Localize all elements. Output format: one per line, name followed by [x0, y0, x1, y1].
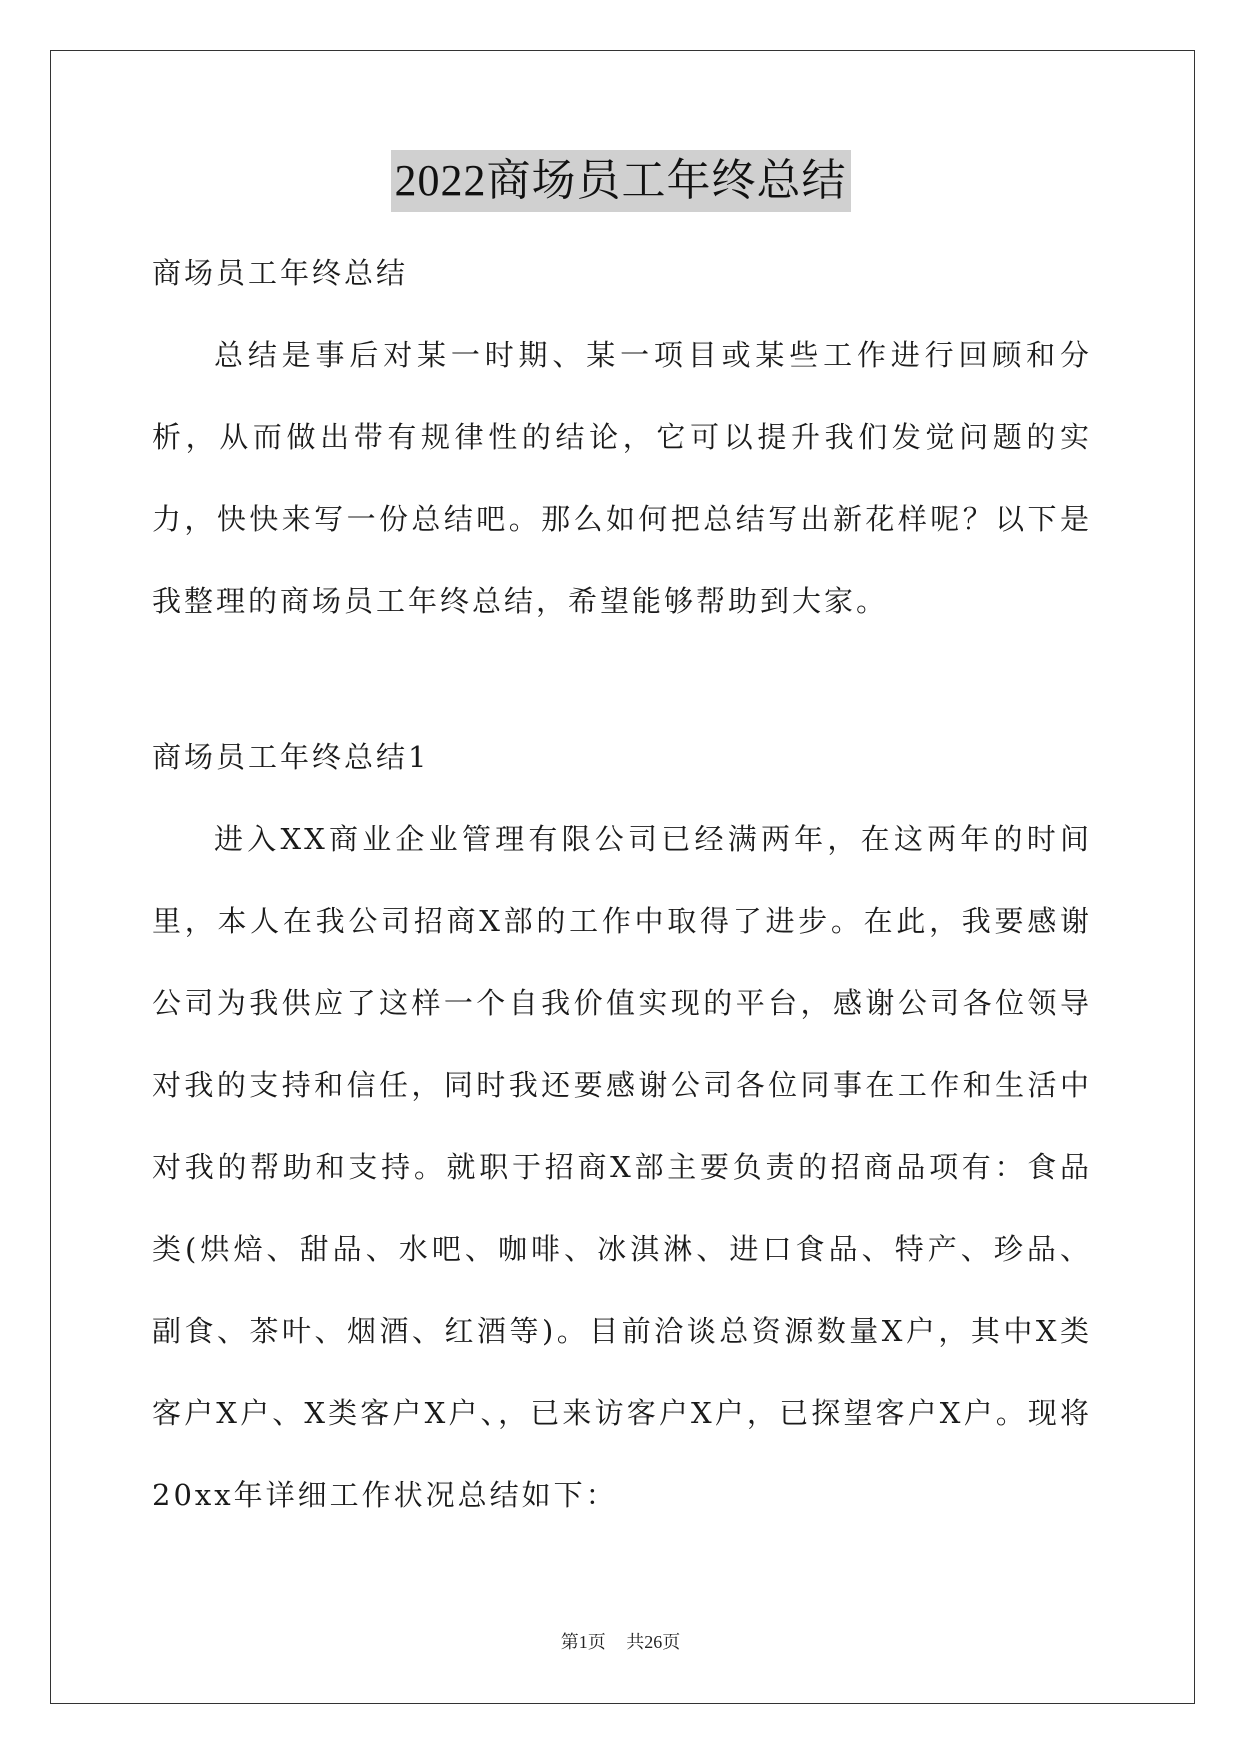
- section-paragraph: 进入XX商业企业管理有限公司已经满两年，在这两年的时间里，本人在我公司招商X部的工作中取得了进步。在此，我要感谢公司为我供应了这样一个自我价值实现的平台，感谢公司各位领导对我的支持和信任，同时我还要感谢公司各位同事在工作和生活中对我的帮助和支持。就职于招商X部主要负责的招商品项有：食品类(烘焙、甜品、水吧、咖啡、冰淇淋、进口食品、特产、珍品、副食、茶叶、烟酒、红酒等)。目前洽谈总资源数量X户，其中X类客户X户、X类客户X户、，已来访客户X户，已探望客户X户。现将20xx年详细工作状况总结如下：: [152, 822, 1092, 1512]
- page-footer: [0, 1628, 1241, 1654]
- document-body: [152, 232, 1092, 1536]
- document-subtitle: 商场员工年终总结: [152, 256, 409, 290]
- document-title: 2022商场员工年终总结: [391, 150, 851, 212]
- page-number: 第1页: [560, 1632, 606, 1652]
- section-spacer: [152, 642, 1092, 716]
- page-total: 共26页: [626, 1632, 681, 1652]
- section-heading: 商场员工年终总结1: [152, 740, 430, 774]
- title-container: [0, 150, 1241, 212]
- intro-paragraph: 总结是事后对某一时期、某一项目或某些工作进行回顾和分析，从而做出带有规律性的结论，它可以提升我们发觉问题的实力，快快来写一份总结吧。那么如何把总结写出新花样呢？以下是我整理的商场员工年终总结，希望能够帮助到大家。: [152, 338, 1092, 618]
